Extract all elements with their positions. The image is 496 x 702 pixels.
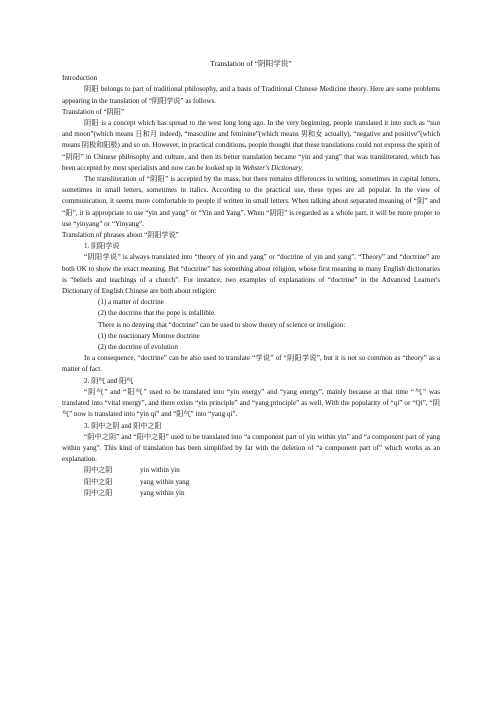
list-item: (2) the doctrine that the pope is infallible. <box>98 309 216 318</box>
sub1-paragraph-1: “阴阳学说” is always translated into “theory of yin and yang” or “doctrine of yin and yang”. “Theory” and “doctrine” are both OK to show the exact meaning. But “doctrine” has something about religion, whose first meaning in many English dictionaries is “beliefs and teachings of a church”. For instance, two examples of explanations of “doctrine” in the Advanced Learner's Dictionary of English Chinese are both about religion: <box>62 253 440 296</box>
sub2-paragraph: “阴气” and “阳气” used to be translated into “yin energy” and “yang energy”, mainly because at that time “气” was translated into “vital energy”, and there exists “yin principle” and “yang principle” as well. With the popularity of “qi” or “Qi”, “阴气” now is translated into “yin qi” and “阳气” into “yang qi”. <box>62 387 440 419</box>
sub1-list-2 <box>62 331 440 353</box>
sub2-heading: 2. 阴气 and 阳气 <box>84 376 134 385</box>
pair-chinese: 阳中之阳 <box>84 477 113 486</box>
translation-pair <box>84 465 440 476</box>
sub1-paragraph-2: There is no denying that “doctrine” can be used to show theory of science or irreligion: <box>98 320 346 329</box>
phrases-heading: Translation of phrases about “阴阳学说” <box>62 231 179 240</box>
sub3-paragraph: “阴中之阴” and “阳中之阳” used to be translated into “a component part of yin within yin” and “a component part of yang within yang”. This kind of translation has been simplified by far with the deletion of “a component part of” which works as an explanation. <box>62 432 440 464</box>
sub3-heading: 3. 阴中之阴 and 阳中之阳 <box>84 421 162 430</box>
yinyang-paragraph-1-text: 阴阳 is a concept which has spread to the west long long ago. In the very beginning, people translated it into such as “sun and moon”(which means 日和月 indeed), “masculine and feminine”(which means 男和女 actually), “negative and positive”(which means 阴极和阳极) and so on. However, in practical conditions, people thought that these translations could not express the spirit of “阴阳” in Chinese philosophy and culture, and then its better translation became “yin and yang” that was transliterated, which has been accepted by most specialists and now can be looked up in <box>62 119 440 172</box>
yinyang-paragraph-1 <box>62 118 440 174</box>
document-title: Translation of “阴阳学说” <box>210 59 292 68</box>
pair-chinese: 阴中之阳 <box>84 488 113 497</box>
translation-pairs <box>62 465 440 499</box>
translation-pair <box>84 477 440 488</box>
pair-english: yin within yin <box>140 466 180 475</box>
yinyang-paragraph-2: The transliteration of “阴阳” is accepted by the mass, but there remains differences in writing, sometimes in capital letters, sometimes in small letters, sometimes in italics. According to the practical use, these types are all popular. In the view of communication, it seems more comfortable to people if written in small letters. When talking about separated meaning of “阴” and “阳”, it is appropriate to use “yin and yang” or “Yin and Yang”. When “阴阳” is regarded as a whole part, it will be more proper to use “yinyang” or “Yinyang”. <box>62 175 440 228</box>
intro-heading: Introduction <box>62 74 98 83</box>
translation-pair <box>84 488 440 499</box>
yinyang-heading: Translation of “阴阳” <box>62 107 124 116</box>
intro-paragraph: 阴阳 belongs to part of traditional philosophy, and a basis of Traditional Chinese Medicine theory. Here are some problems appearing in the translation of “阴阳学说” as follows. <box>62 85 440 105</box>
pair-english: yang within yang <box>140 477 190 486</box>
dictionary-title: Webster's Dictionary <box>242 163 302 172</box>
pair-english: yang within yin <box>140 488 185 497</box>
list-item: (1) a matter of doctrine <box>98 298 164 307</box>
sub1-heading: 1. 阴阳学说 <box>84 242 120 251</box>
sub1-paragraph-3: In a consequence, “doctrine” can be also used to translate “学说” of “阴阳学说”, but it is not so common as “theory” as a matter of fact. <box>62 354 440 374</box>
sub1-list-1 <box>62 297 440 319</box>
list-item: (2) the doctrine of evolution <box>98 343 178 352</box>
yinyang-paragraph-1-end: . <box>301 163 304 172</box>
pair-chinese: 阴中之阴 <box>84 466 113 475</box>
list-item: (1) the reactionary Monroe doctrine <box>98 331 200 340</box>
